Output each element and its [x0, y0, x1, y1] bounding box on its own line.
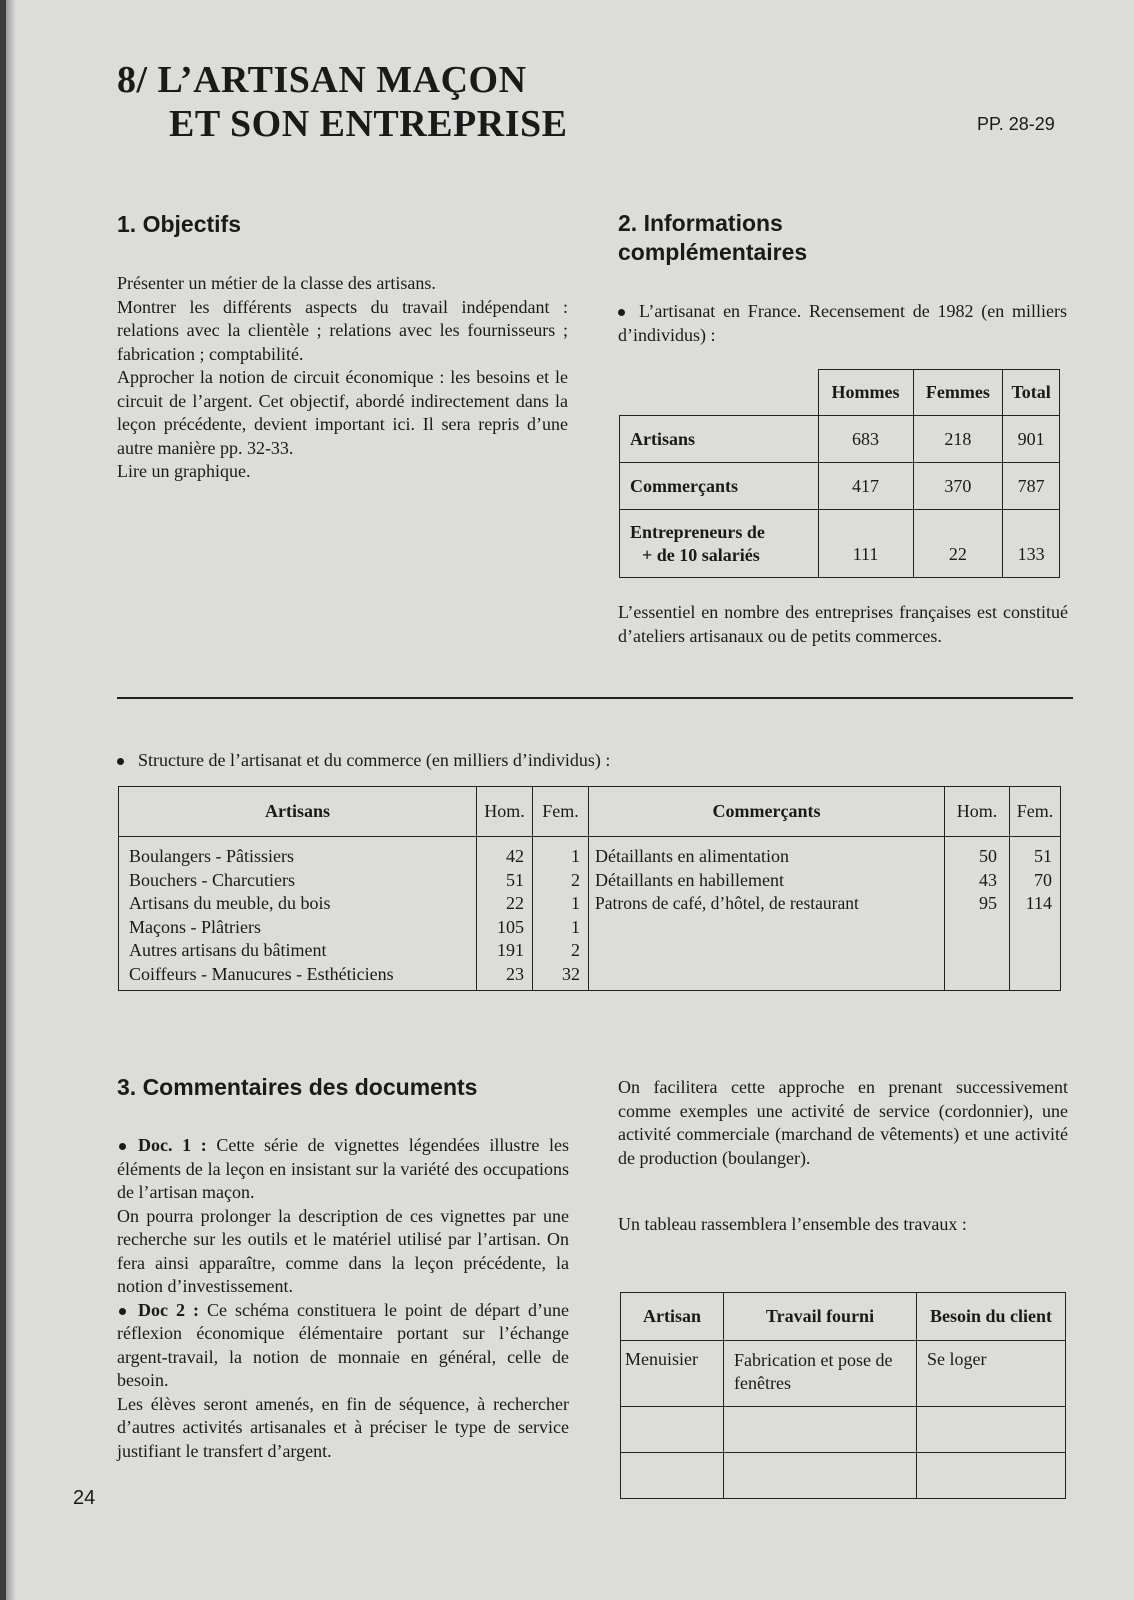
- recensement-corner-cell: [620, 370, 819, 416]
- list-item: Boulangers - Pâtissiers: [129, 846, 294, 866]
- table-row: [621, 1453, 1066, 1499]
- doc1-paragraph: [117, 1134, 569, 1205]
- structure-intro: [117, 749, 1017, 773]
- list-item: Artisans du meuble, du bois: [129, 893, 331, 913]
- travaux-table: [620, 1292, 1066, 1499]
- cell-artisan: Menuisier: [621, 1341, 724, 1407]
- bullet-icon: [119, 1143, 126, 1150]
- row-label-artisans: Artisans: [620, 416, 819, 463]
- doc2-paragraph: [117, 1299, 569, 1393]
- lesson-title: [117, 58, 567, 146]
- commercants-hom-values: [945, 837, 1010, 991]
- row-label-commercants: Commerçants: [620, 463, 819, 510]
- recensement-intro: [618, 300, 1067, 347]
- artisans-hom-values: [477, 837, 533, 991]
- col-travail-fourni: Travail fourni: [724, 1293, 917, 1341]
- recensement-intro-text: L’artisanat en France. Recensement de 1982 (en milliers d’individus) :: [618, 301, 1067, 345]
- col-hommes: Hommes: [818, 370, 913, 416]
- col-commercants: Commerçants: [589, 787, 945, 837]
- entrepreneurs-label-2: + de 10 salariés: [642, 544, 760, 565]
- cell-total: 787: [1003, 463, 1060, 510]
- value: 2: [571, 869, 580, 890]
- commentaires-left-column: [117, 1134, 569, 1463]
- doc1-text: Cette série de vignettes légendées illustre les éléments de la leçon en insistant sur la variété des occupations de l’artisan maçon.: [117, 1135, 569, 1202]
- doc1-label: Doc. 1 :: [138, 1135, 207, 1155]
- informations-heading-line1: 2. Informations: [618, 210, 783, 236]
- col-commercants-hom: Hom.: [945, 787, 1010, 837]
- objectifs-text: [117, 272, 568, 484]
- value: 105: [497, 916, 524, 937]
- table-row: [620, 416, 1060, 463]
- value: 1: [571, 916, 580, 937]
- list-item: Autres artisans du bâtiment: [129, 940, 327, 960]
- list-item: Maçons - Plâtriers: [129, 916, 261, 937]
- value: 1: [571, 846, 580, 866]
- bullet-icon: [117, 758, 124, 765]
- title-line-2: ET SON ENTREPRISE: [169, 103, 568, 145]
- value: 51: [1034, 846, 1052, 866]
- col-femmes: Femmes: [913, 370, 1003, 416]
- bullet-icon: [119, 1308, 126, 1315]
- page-reference: PP. 28-29: [977, 114, 1055, 134]
- value: 114: [1025, 893, 1052, 913]
- cell-hommes: 683: [818, 416, 913, 463]
- value: 43: [979, 869, 997, 890]
- col-commercants-fem: Fem.: [1010, 787, 1061, 837]
- title-line-1: 8/ L’ARTISAN MAÇON: [117, 59, 527, 101]
- empty-cell: [621, 1407, 724, 1453]
- col-artisans-hom: Hom.: [477, 787, 533, 837]
- value: 191: [497, 940, 524, 960]
- value: 42: [506, 846, 524, 866]
- recensement-conclusion: L’essentiel en nombre des entreprises françaises est constitué d’ateliers artisanaux ou de petits commerces.: [618, 602, 1068, 646]
- cell-total: 901: [1003, 416, 1060, 463]
- value: 23: [506, 963, 524, 984]
- cell-femmes: 218: [913, 416, 1003, 463]
- doc2-more: Les élèves seront amenés, en fin de séquence, à rechercher d’autres activités artisanales et à préciser le type de service justifiant le transfert d’argent.: [117, 1393, 569, 1461]
- value: 95: [979, 893, 997, 913]
- row-label-entrepreneurs: [620, 510, 819, 578]
- value: 22: [506, 893, 524, 913]
- cell-besoin: Se loger: [917, 1341, 1066, 1407]
- value: 32: [562, 963, 580, 984]
- list-item: Patrons de café, d’hôtel, de restaurant: [595, 893, 859, 913]
- cell-hommes: 111: [818, 510, 913, 578]
- cell-total: 133: [1003, 510, 1060, 578]
- page-number: 24: [73, 1487, 96, 1509]
- page-binding-shadow: [6, 0, 16, 1600]
- value: 2: [571, 940, 580, 960]
- col-artisan: Artisan: [621, 1293, 724, 1341]
- list-item: Détaillants en habillement: [595, 869, 784, 890]
- structure-table: [118, 786, 1061, 991]
- table-row: [621, 1341, 1066, 1407]
- list-item: Coiffeurs - Manucures - Esthéticiens: [129, 963, 394, 984]
- commentaires-right-para2: Un tableau rassemblera l’ensemble des travaux :: [618, 1214, 967, 1234]
- objectif-line-2: Montrer les différents aspects du travail indépendant : relations avec la clientèle ; relations avec les fournisseurs ; fabrication ; comptabilité.: [117, 296, 568, 364]
- col-artisans: Artisans: [119, 787, 477, 837]
- objectif-line-3: Approcher la notion de circuit économique : les besoins et le circuit de l’argent. Cet objectif, abordé indirectement dans la leçon précédente, devient important ici. Il sera repris d’une autre manière pp. 32-33.: [117, 367, 568, 458]
- commercants-fem-values: [1010, 837, 1061, 991]
- table-row: [620, 463, 1060, 510]
- recensement-table: [619, 369, 1060, 578]
- doc1-more: On pourra prolonger la description de ces vignettes par une recherche sur les outils et le matériel utilisé par l’artisan. On fera ainsi apparaître, comme dans la leçon précédente, la notion d’investissement.: [117, 1205, 569, 1296]
- value: 50: [979, 846, 997, 866]
- table-row: [119, 837, 1061, 991]
- informations-heading-line2: complémentaires: [618, 239, 808, 265]
- objectifs-heading: 1. Objectifs: [117, 211, 241, 237]
- objectif-line-4: Lire un graphique.: [117, 461, 251, 481]
- col-artisans-fem: Fem.: [533, 787, 589, 837]
- value: 1: [571, 893, 580, 913]
- col-besoin-client: Besoin du client: [917, 1293, 1066, 1341]
- empty-cell: [724, 1453, 917, 1499]
- commercants-list: [589, 837, 945, 991]
- commentaires-heading: 3. Commentaires des documents: [117, 1074, 478, 1100]
- list-item: Bouchers - Charcutiers: [129, 869, 295, 890]
- objectif-line-1: Présenter un métier de la classe des artisans.: [117, 273, 436, 293]
- bullet-icon: [618, 309, 625, 316]
- artisans-fem-values: [533, 837, 589, 991]
- value: 70: [1034, 869, 1052, 890]
- entrepreneurs-label-1: Entrepreneurs de: [630, 521, 765, 542]
- empty-cell: [917, 1453, 1066, 1499]
- informations-heading: [618, 209, 807, 267]
- cell-femmes: 370: [913, 463, 1003, 510]
- cell-hommes: 417: [818, 463, 913, 510]
- doc2-text: Ce schéma constituera le point de départ d’une réflexion économique élémentaire portant sur l’échange argent-travail, la notion de monnaie en général, celle de besoin.: [117, 1299, 569, 1390]
- value: 51: [506, 869, 524, 890]
- table-row: [620, 510, 1060, 578]
- cell-femmes: 22: [913, 510, 1003, 578]
- artisans-list: [119, 837, 477, 991]
- cell-travail: Fabrication et pose de fenêtres: [724, 1341, 917, 1407]
- empty-cell: [917, 1407, 1066, 1453]
- empty-cell: [724, 1407, 917, 1453]
- table-row: [621, 1407, 1066, 1453]
- structure-intro-text: Structure de l’artisanat et du commerce (en milliers d’individus) :: [138, 750, 611, 770]
- section-divider: [117, 697, 1073, 699]
- list-item: Détaillants en alimentation: [595, 846, 789, 866]
- commentaires-right-para: On facilitera cette approche en prenant successivement comme exemples une activité de service (cordonnier), une activité commerciale (marchand de vêtements) et une activité de production (boulanger).: [618, 1077, 1068, 1168]
- doc2-label: Doc 2 :: [138, 1299, 200, 1320]
- col-total: Total: [1003, 370, 1060, 416]
- empty-cell: [621, 1453, 724, 1499]
